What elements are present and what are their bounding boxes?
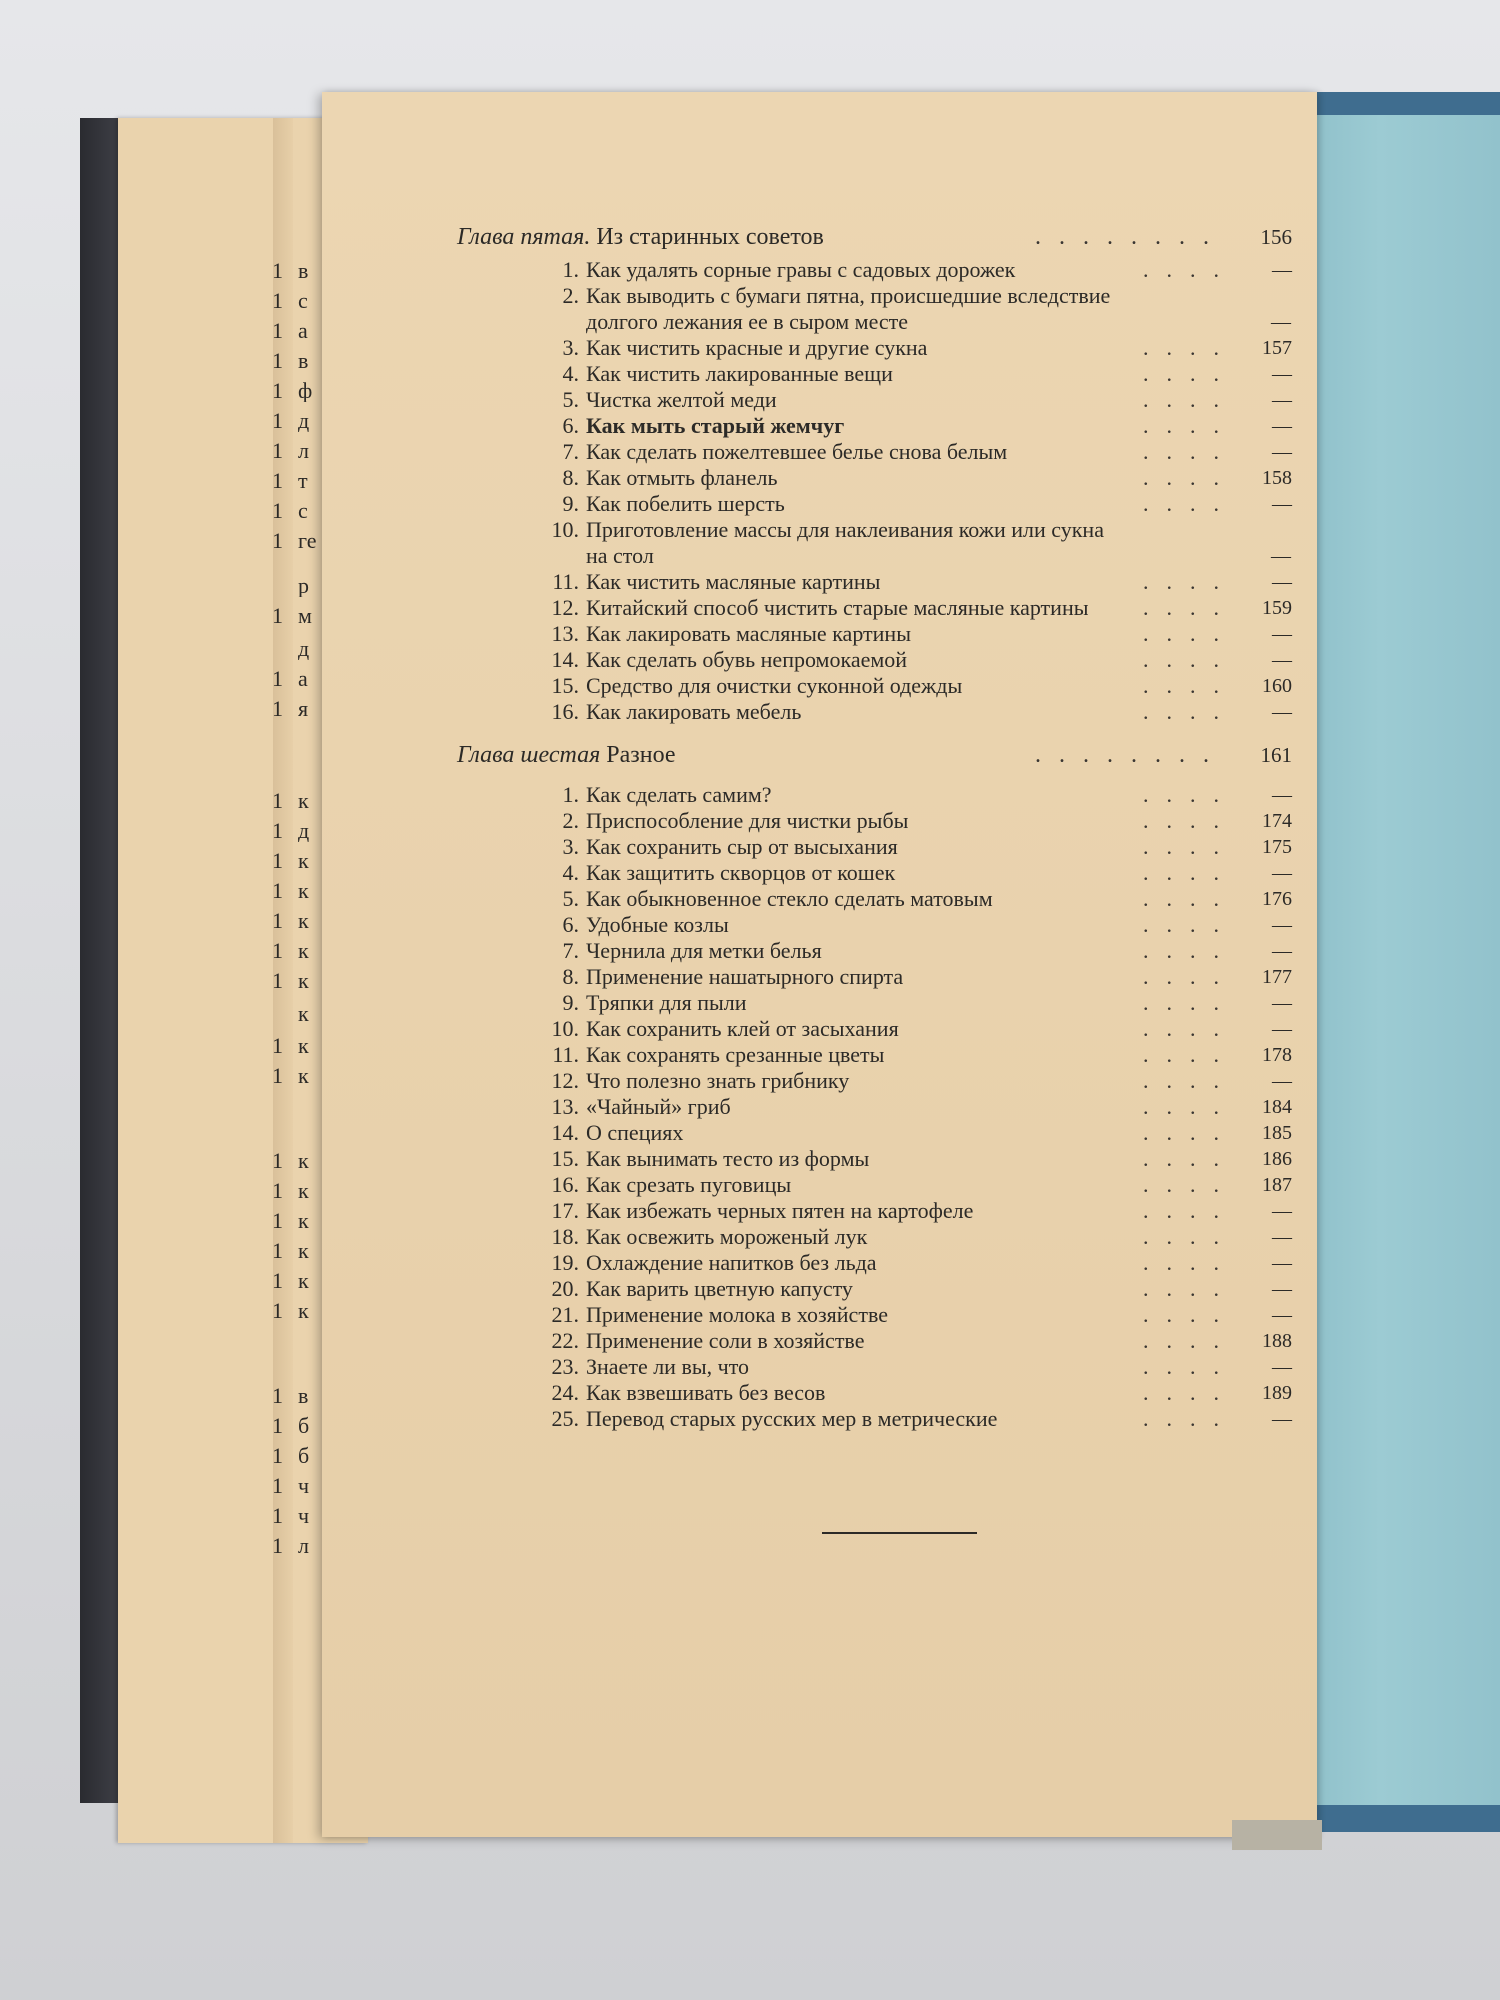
item-page: 176 [1262, 888, 1292, 910]
item-page: 175 [1262, 836, 1292, 858]
item-number: 16. [551, 1172, 579, 1197]
item-title: Как сохранить клей от засыхания [586, 1016, 899, 1041]
fragment-letter: б [298, 1415, 310, 1437]
toc-item [537, 1042, 1292, 1068]
fragment-number: 1 [272, 668, 283, 690]
item-title: Как сделать пожелтевшее белье снова белым [586, 439, 1008, 464]
item-page: 174 [1262, 810, 1292, 832]
leader-dots: .... [1143, 257, 1237, 282]
toc-item [537, 834, 1292, 860]
fragment-number: 1 [272, 530, 283, 552]
chapter-page: 161 [1260, 743, 1292, 767]
toc-item [537, 595, 1292, 621]
item-title: Как удалять сорные гравы с садовых дорожек [586, 257, 1016, 282]
item-title: Как защитить скворцов от кошек [586, 860, 896, 885]
item-title: Китайский способ чистить старые масляные картины [586, 595, 1089, 620]
fragment-number: 1 [272, 290, 283, 312]
leader-dots: .... [1143, 1250, 1237, 1275]
item-number: 10. [551, 1016, 579, 1041]
fragment-number: 1 [272, 470, 283, 492]
item-number: 21. [551, 1302, 579, 1327]
item-title: Средство для очистки суконной одежды [586, 673, 963, 698]
item-page: — [1272, 1200, 1292, 1222]
fragment-letter: к [298, 1180, 309, 1202]
leader-dots: .... [1143, 1380, 1237, 1405]
toc-item [537, 1380, 1292, 1406]
item-number: 15. [551, 1146, 579, 1171]
item-number: 4. [562, 860, 579, 885]
leader-dots: .... [1143, 647, 1237, 672]
item-title: Как чистить масляные картины [586, 569, 881, 594]
leader-dots: .... [1143, 808, 1237, 833]
item-page: — [1272, 415, 1292, 437]
item-page: — [1272, 623, 1292, 645]
endpaper [1300, 115, 1500, 1805]
fragment-letter: к [298, 940, 309, 962]
item-page: 160 [1262, 675, 1292, 697]
leader-dots: .... [1143, 387, 1237, 412]
item-number: 12. [551, 595, 579, 620]
toc-item [537, 1068, 1292, 1094]
leader-dots: .... [1143, 834, 1237, 859]
fragment-number: 1 [272, 500, 283, 522]
item-number: 22. [551, 1328, 579, 1353]
item-number: 5. [562, 387, 579, 412]
toc-item [537, 439, 1292, 465]
item-title-continued: на стол — [586, 543, 1291, 568]
leader-dots: .... [1143, 1276, 1237, 1301]
item-title: Как лакировать масляные картины [586, 621, 911, 646]
leader-dots: .... [1143, 1120, 1237, 1145]
leader-dots: .... [1143, 912, 1237, 937]
item-number: 16. [551, 699, 579, 724]
fragment-number: 1 [272, 1535, 283, 1557]
item-title: Как отмыть фланель [586, 465, 778, 490]
toc-item [537, 1276, 1292, 1302]
toc-item [537, 782, 1292, 808]
item-page: — [1272, 259, 1292, 281]
item-page: — [1272, 493, 1292, 515]
item-number: 25. [551, 1406, 579, 1431]
item-page: — [1272, 1018, 1292, 1040]
fragment-letter: б [298, 1445, 310, 1467]
item-number: 8. [562, 465, 579, 490]
item-title: Как сохранять срезанные цветы [586, 1042, 885, 1067]
item-number: 23. [551, 1354, 579, 1379]
item-page: — [1272, 914, 1292, 936]
item-page: — [1272, 1226, 1292, 1248]
item-title: О специях [586, 1120, 684, 1145]
leader-dots: .... [1143, 1042, 1237, 1067]
fragment-letter: ф [298, 380, 313, 402]
fragment-letter: д [298, 410, 310, 432]
leader-dots: .... [1143, 1328, 1237, 1353]
item-title: Тряпки для пыли [586, 990, 747, 1015]
toc-item [537, 1094, 1292, 1120]
toc-item [537, 1328, 1292, 1354]
item-page: 177 [1262, 966, 1292, 988]
toc-item [537, 361, 1292, 387]
fragment-number: 1 [272, 1475, 283, 1497]
fragment-number: 1 [272, 1415, 283, 1437]
item-number: 11. [552, 569, 579, 594]
fragment-letter: м [298, 605, 312, 627]
item-page: — [1272, 363, 1292, 385]
fragment-letter: с [298, 290, 308, 312]
toc-item [537, 491, 1292, 517]
item-page: — [1272, 940, 1292, 962]
toc-item [537, 912, 1292, 938]
chapter-label: Глава шестая [457, 742, 601, 768]
leader-dots: .... [1143, 699, 1237, 724]
toc-item [537, 673, 1292, 699]
item-page: — [1272, 862, 1292, 884]
item-page: — [1272, 701, 1292, 723]
fragment-number: 1 [272, 605, 283, 627]
item-page: — [1272, 389, 1292, 411]
item-page: — [1271, 545, 1291, 567]
fragment-letter: ч [298, 1475, 310, 1497]
toc-item [537, 699, 1292, 725]
item-title: Удобные козлы [586, 912, 729, 937]
fragment-number: 1 [272, 1505, 283, 1527]
item-page: 186 [1262, 1148, 1292, 1170]
item-page: — [1272, 1304, 1292, 1326]
item-title: «Чайный» гриб [586, 1094, 731, 1119]
leader-dots: .... [1143, 1302, 1237, 1327]
item-page: — [1272, 441, 1292, 463]
item-number: 15. [551, 673, 579, 698]
item-page: — [1272, 784, 1292, 806]
item-page: — [1272, 571, 1292, 593]
item-page: 189 [1262, 1382, 1292, 1404]
toc-item [537, 465, 1292, 491]
fragment-letter: р [298, 575, 309, 597]
fragment-number: 1 [272, 1150, 283, 1172]
item-page: 158 [1262, 467, 1292, 489]
leader-dots: ........ [1035, 224, 1227, 250]
toc-item [537, 517, 1287, 543]
leader-dots: .... [1143, 1198, 1237, 1223]
fragment-letter: к [298, 1003, 309, 1025]
leader-dots: .... [1143, 1094, 1237, 1119]
fragment-letter: в [298, 260, 309, 282]
leader-dots: .... [1143, 1172, 1237, 1197]
item-number: 6. [562, 413, 579, 438]
item-number: 19. [551, 1250, 579, 1275]
leader-dots: .... [1143, 595, 1237, 620]
toc-item [537, 1302, 1292, 1328]
item-title: Как сделать самим? [586, 782, 772, 807]
table-of-contents [322, 92, 1317, 1837]
toc-item [537, 1016, 1292, 1042]
item-title: Как срезать пуговицы [586, 1172, 792, 1197]
toc-item [537, 647, 1292, 673]
item-number: 2. [562, 283, 579, 308]
item-page: 184 [1262, 1096, 1292, 1118]
item-page: — [1272, 649, 1292, 671]
item-page: — [1272, 1252, 1292, 1274]
leader-dots: .... [1143, 886, 1237, 911]
item-title: Что полезно знать грибнику [586, 1068, 850, 1093]
item-number: 3. [562, 335, 579, 360]
toc-item [537, 1146, 1292, 1172]
toc-page [322, 92, 1317, 1837]
fragment-letter: к [298, 850, 309, 872]
chapter-title: Из старинных советов [596, 224, 824, 250]
fragment-number: 1 [272, 1240, 283, 1262]
fragment-number: 1 [272, 1065, 283, 1087]
leader-dots: .... [1143, 465, 1237, 490]
item-title: Приготовление массы для наклеивания кожи или сукна [586, 517, 1104, 542]
leader-dots: .... [1143, 673, 1237, 698]
fragment-letter: л [298, 1535, 309, 1557]
leader-dots: .... [1143, 1146, 1237, 1171]
leader-dots: .... [1143, 860, 1237, 885]
item-title: Перевод старых русских мер в метрические [586, 1406, 998, 1431]
leader-dots: .... [1143, 1224, 1237, 1249]
fragment-number: 1 [272, 410, 283, 432]
page-edge-strip [1232, 1820, 1322, 1850]
chapter-page: 156 [1260, 225, 1292, 249]
fragment-number: 1 [272, 850, 283, 872]
leader-dots: .... [1143, 621, 1237, 646]
item-title: Как обыкновенное стекло сделать матовым [586, 886, 993, 911]
toc-item [537, 886, 1292, 912]
toc-item [537, 1172, 1292, 1198]
leader-dots: .... [1143, 1406, 1237, 1431]
item-page: — [1272, 992, 1292, 1014]
fragment-number: 1 [272, 1210, 283, 1232]
item-title: Как освежить мороженый лук [586, 1224, 868, 1249]
fragment-number: 1 [272, 1300, 283, 1322]
fragment-letter: т [298, 470, 308, 492]
fragment-letter: к [298, 1300, 309, 1322]
item-page: 159 [1262, 597, 1292, 619]
leader-dots: .... [1143, 569, 1237, 594]
item-title: Как побелить шерсть [586, 491, 785, 516]
toc-item [537, 990, 1292, 1016]
fragment-number: 1 [272, 1035, 283, 1057]
fragment-letter: к [298, 1150, 309, 1172]
item-title: Как чистить лакированные вещи [586, 361, 893, 386]
item-number: 9. [562, 990, 579, 1015]
item-title: Приспособление для чистки рыбы [586, 808, 909, 833]
item-title: Как выводить с бумаги пятна, происшедшие вследствие [586, 283, 1111, 308]
item-page: — [1272, 1408, 1292, 1430]
fragment-letter: к [298, 880, 309, 902]
item-title-continued: долгого лежания ее в сыром месте — [586, 309, 1291, 334]
fragment-letter: я [298, 698, 309, 720]
item-title: Как мыть старый жемчуг [586, 413, 845, 438]
item-page: 188 [1262, 1330, 1292, 1352]
item-title: Как варить цветную капусту [586, 1276, 853, 1301]
leader-dots: .... [1143, 938, 1237, 963]
item-number: 14. [551, 1120, 579, 1145]
item-number: 13. [551, 621, 579, 646]
item-page: 185 [1262, 1122, 1292, 1144]
leader-dots: ........ [1035, 742, 1227, 768]
item-page: — [1272, 1356, 1292, 1378]
item-page: 178 [1262, 1044, 1292, 1066]
item-page: — [1272, 1278, 1292, 1300]
end-rule [822, 1532, 977, 1534]
item-number: 6. [562, 912, 579, 937]
fragment-number: 1 [272, 1180, 283, 1202]
item-number: 8. [562, 964, 579, 989]
item-title: Применение молока в хозяйстве [586, 1302, 888, 1327]
chapter6-heading [457, 740, 1292, 770]
fragment-number: 1 [272, 1270, 283, 1292]
fragment-number: 1 [272, 910, 283, 932]
toc-item [537, 335, 1292, 361]
fragment-number: 1 [272, 970, 283, 992]
toc-item [537, 257, 1292, 283]
fragment-number: 1 [272, 698, 283, 720]
chapter5-heading [457, 222, 1292, 252]
item-number: 18. [551, 1224, 579, 1249]
item-title: Чистка желтой меди [586, 387, 777, 412]
fragment-letter: ч [298, 1505, 310, 1527]
toc-item [537, 1198, 1292, 1224]
item-number: 20. [551, 1276, 579, 1301]
toc-item [537, 283, 1287, 309]
item-number: 2. [562, 808, 579, 833]
fragment-number: 1 [272, 940, 283, 962]
leader-dots: .... [1143, 335, 1237, 360]
item-number: 4. [562, 361, 579, 386]
fragment-letter: к [298, 1035, 309, 1057]
fragment-letter: к [298, 1270, 309, 1292]
leader-dots: .... [1143, 491, 1237, 516]
item-number: 10. [551, 517, 579, 542]
toc-item [537, 1250, 1292, 1276]
fragment-letter: к [298, 1065, 309, 1087]
item-title: Знаете ли вы, что [586, 1354, 750, 1379]
fragment-letter: с [298, 500, 308, 522]
item-title: Как сделать обувь непромокаемой [586, 647, 908, 672]
toc-item [537, 1354, 1292, 1380]
item-number: 13. [551, 1094, 579, 1119]
toc-item [537, 860, 1292, 886]
fragment-letter: к [298, 1210, 309, 1232]
fragment-number: 1 [272, 820, 283, 842]
leader-dots: .... [1143, 964, 1237, 989]
fragment-letter: а [298, 668, 308, 690]
fragment-number: 1 [272, 1385, 283, 1407]
fragment-letter: к [298, 910, 309, 932]
item-number: 7. [562, 439, 579, 464]
item-title: Как лакировать мебель [586, 699, 802, 724]
item-number: 9. [562, 491, 579, 516]
toc-item [537, 964, 1292, 990]
chapter-label: Глава пятая. [457, 224, 591, 250]
toc-item [537, 1224, 1292, 1250]
item-title: Как избежать черных пятен на картофеле [586, 1198, 974, 1223]
fragment-letter: в [298, 1385, 309, 1407]
fragment-letter: к [298, 1240, 309, 1262]
toc-item [537, 569, 1292, 595]
item-number: 14. [551, 647, 579, 672]
fragment-number: 1 [272, 380, 283, 402]
fragment-letter: д [298, 638, 310, 660]
leader-dots: .... [1143, 1016, 1237, 1041]
toc-item [537, 1120, 1292, 1146]
fragment-letter: ге [298, 530, 317, 552]
fragment-number: 1 [272, 1445, 283, 1467]
leader-dots: .... [1143, 782, 1237, 807]
fragment-number: 1 [272, 790, 283, 812]
fragment-letter: д [298, 820, 310, 842]
item-title: Чернила для метки белья [586, 938, 822, 963]
item-number: 17. [551, 1198, 579, 1223]
item-page: 187 [1262, 1174, 1292, 1196]
item-number: 12. [551, 1068, 579, 1093]
item-title: Как взвешивать без весов [586, 1380, 826, 1405]
fragment-letter: в [298, 350, 309, 372]
leader-dots: .... [1143, 413, 1237, 438]
item-title: Охлаждение напитков без льда [586, 1250, 877, 1275]
leader-dots: .... [1143, 990, 1237, 1015]
toc-item [537, 938, 1292, 964]
item-page: — [1272, 1070, 1292, 1092]
item-number: 24. [551, 1380, 579, 1405]
fragment-letter: к [298, 790, 309, 812]
item-title: Применение соли в хозяйстве [586, 1328, 865, 1353]
toc-item [537, 808, 1292, 834]
item-title: Как сохранить сыр от высыхания [586, 834, 898, 859]
item-number: 1. [562, 257, 579, 282]
fragment-number: 1 [272, 880, 283, 902]
fragment-number: 1 [272, 350, 283, 372]
leader-dots: .... [1143, 1068, 1237, 1093]
toc-item [537, 621, 1292, 647]
toc-item [537, 1406, 1292, 1432]
item-page: — [1271, 311, 1291, 333]
item-number: 1. [562, 782, 579, 807]
item-number: 5. [562, 886, 579, 911]
fragment-number: 1 [272, 320, 283, 342]
item-title: Как чистить красные и другие сукна [586, 335, 928, 360]
fragment-letter: л [298, 440, 309, 462]
item-number: 7. [562, 938, 579, 963]
toc-item [537, 387, 1292, 413]
toc-item [537, 413, 1292, 439]
item-title: Как вынимать тесто из формы [586, 1146, 870, 1171]
leader-dots: .... [1143, 1354, 1237, 1379]
fragment-number: 1 [272, 440, 283, 462]
item-number: 11. [552, 1042, 579, 1067]
item-title: Применение нашатырного спирта [586, 964, 904, 989]
leader-dots: .... [1143, 361, 1237, 386]
item-number: 3. [562, 834, 579, 859]
chapter-title: Разное [606, 742, 676, 768]
item-page: 157 [1262, 337, 1292, 359]
fragment-letter: а [298, 320, 308, 342]
fragment-number: 1 [272, 260, 283, 282]
fragment-letter: к [298, 970, 309, 992]
leader-dots: .... [1143, 439, 1237, 464]
